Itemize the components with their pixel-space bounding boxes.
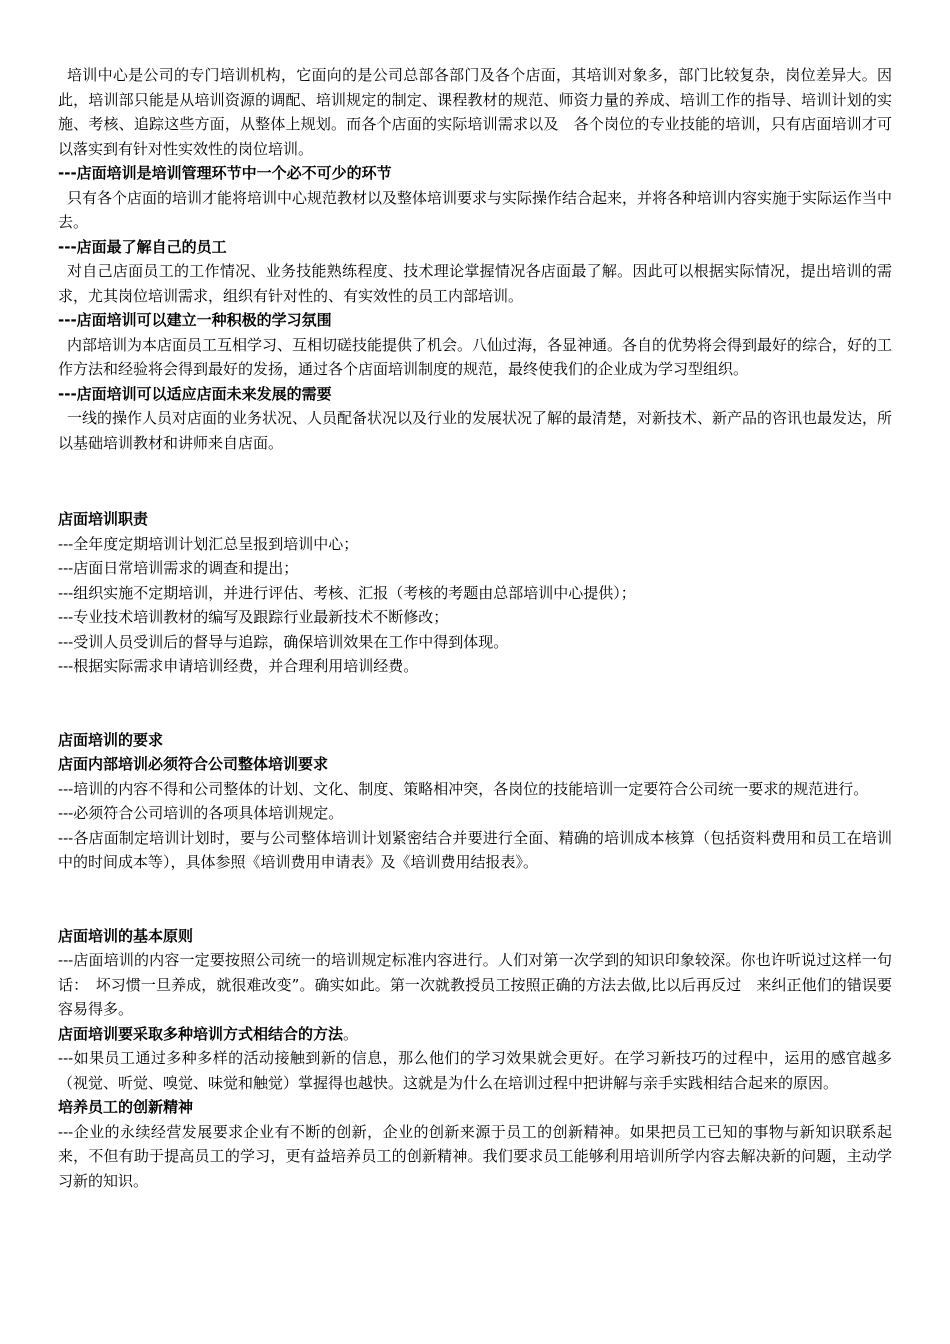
- principles-title: 店面培训的基本原则: [58, 926, 194, 945]
- duty-item: ---专业技术培训教材的编写及跟踪行业最新技术不断修改；: [58, 608, 449, 626]
- duty-item: ---店面日常培训需求的调查和提出；: [58, 559, 299, 577]
- section-heading: ---店面培训可以适应店面未来发展的需要: [58, 384, 332, 403]
- principle-paragraph: ---如果员工通过多种多样的活动接触到新的信息，那么他们的学习效果就会更好。在学习新技巧的过程中，运用的感官越多 （视觉、听觉、嗅觉、味觉和触觉）掌握得也越快。这就是为什么在培训过程中把讲解与亲手实践相结合起来的原因。: [58, 1049, 908, 1092]
- duty-item: ---根据实际需求申请培训经费，并合理利用培训经费。: [58, 657, 419, 675]
- blank-spacer: [58, 679, 892, 728]
- requirement-item: ---培训的内容不得和公司整体的计划、文化、制度、策略相冲突，各岗位的技能培训一定要符合公司统一要求的规范进行。: [58, 779, 869, 798]
- body-paragraph: 一线的操作人员对店面的业务状况、人员配备状况以及行业的发展状况了解的最清楚，对新技术、新产品的咨讯也最发达，所以基础培训教材和讲师来自店面。: [58, 409, 893, 452]
- body-paragraph: 只有各个店面的培训才能将培训中心规范教材以及整体培训要求与实际操作结合起来，并将各种培训内容实施于实际运作当中去。: [58, 188, 893, 231]
- document-page: [58, 63, 908, 1193]
- principle-heading: 培养员工的创新精神: [58, 1098, 194, 1116]
- requirements-title: 店面培训的要求: [58, 730, 164, 749]
- blank-spacer: [58, 875, 892, 924]
- principle-heading-tail: 。: [343, 1024, 359, 1043]
- requirement-item: ---各店面制定培训计划时，要与公司整体培训计划紧密结合并要进行全面、精确的培训成本核算（包括资料费用和员工在培训中的时间成本等），具体参照《培训费用申请表》及《培训费用结报表》。: [58, 828, 892, 871]
- body-paragraph: 对自己店面员工的工作情况、业务技能熟练程度、技术理论掌握情况各店面最了解。因此可以根据实际情况，提出培训的需求，尤其岗位培训需求，组织有针对性的、有实效性的员工内部培训。: [58, 262, 892, 305]
- principle-heading-text: 店面培训要采取多种培训方式相结合的方法: [58, 1024, 344, 1043]
- requirement-item: ---必须符合公司培训的各项具体培训规定。: [58, 804, 344, 822]
- duty-item: ---受训人员受训后的督导与追踪，确保培训效果在工作中得到体现。: [58, 632, 509, 651]
- intro-paragraph: 培训中心是公司的专门培训机构，它面向的是公司总部各部门及各个店面，其培训对象多，部门比较复杂，岗位差异大。因此，培训部只能是从培训资源的调配、培训规定的制定、课程教材的规范、师资力量的养成、培训工作的指导、培训计划的实施、考核、追踪这些方面，从整体上规划。而各个店面的实际培训需求以及 各个岗位的专业技能的培训，只有店面培训才可以落实到有针对性实效性的岗位培训。: [58, 66, 892, 158]
- principle-heading: [58, 1022, 892, 1047]
- duty-item: ---全年度定期培训计划汇总呈报到培训中心；: [58, 534, 359, 553]
- principle-paragraph: ---企业的永续经营发展要求企业有不断的创新，企业的创新来源于员工的创新精神。如果把员工已知的事物与新知识联系起来，不但有助于提高员工的学习，更有益培养员工的创新精神。我们要求员工能够利用培训所学内容去解决新的问题，主动学习新的知识。: [58, 1122, 892, 1190]
- blank-spacer: [58, 455, 892, 507]
- section-heading: ---店面最了解自己的员工: [58, 237, 227, 256]
- section-heading: ---店面培训可以建立一种积极的学习氛围: [58, 311, 332, 329]
- duty-item: ---组织实施不定期培训，并进行评估、考核、汇报（考核的考题由总部培训中心提供）；: [58, 583, 636, 602]
- body-paragraph: 内部培训为本店面员工互相学习、互相切磋技能提供了机会。八仙过海，各显神通。各自的优势将会得到最好的综合，好的工作方法和经验将会得到最好的发扬，通过各个店面培训制度的规范，最终使我们的企业成为学习型组织。: [58, 335, 893, 378]
- principle-paragraph: ---店面培训的内容一定要按照公司统一的培训规定标准内容进行。人们对第一次学到的知识印象较深。你也许听说过这样一句话： 坏习惯一旦养成，就很难改变”。确实如此。第一次就教授员工按照正确的方法去做,比以后再反过 来纠正他们的错误要容易得多。: [58, 951, 892, 1018]
- duties-title: 店面培训职责: [58, 510, 149, 528]
- requirements-subtitle: 店面内部培训必须符合公司整体培训要求: [58, 755, 329, 773]
- section-heading: ---店面培训是培训管理环节中一个必不可少的环节: [58, 164, 392, 182]
